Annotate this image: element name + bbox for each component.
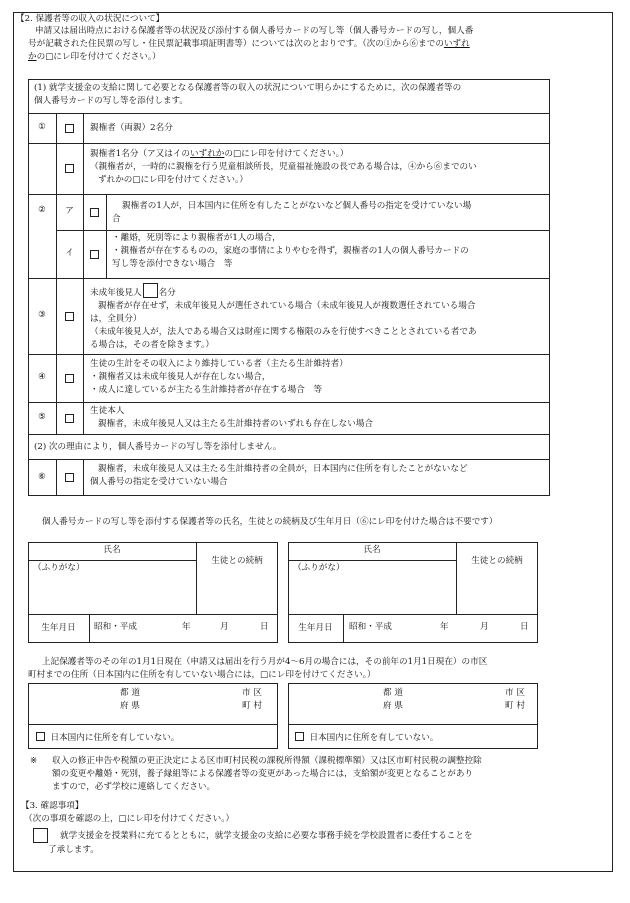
row-3-number: ③ [38,310,46,321]
address-left-checkbox[interactable] [36,732,45,741]
guardian-right-era[interactable]: 昭和・平成 [349,622,392,632]
row-3-line3: は，全員分） [90,314,142,324]
address-left-no-address[interactable]: 日本国内に住所を有していない。 [36,732,179,744]
row-i-line2: ・親権者が存在するものの，家庭の事情によりやむを得ず，親権者の1人の個人番号カードの [112,246,469,256]
address-left-machimura: 町 村 [242,701,262,711]
row-4-line1: 生徒の生計をその収入により維持している者（主たる生計維持者） [90,359,348,369]
row-5-line1: 生徒本人 [90,406,125,416]
row-5-checkbox[interactable] [56,402,83,434]
row-1-text: 親権者（両親）2名分 [90,123,173,133]
guardians-intro: 個人番号カードの写し等を添付する保護者等の氏名，生徒との続柄及び生年月日（⑥にレ印を付けた場合は不要です） [42,517,498,527]
subsection-1-line2: 個人番号カードの写し等を添付します。 [34,96,189,106]
address-intro-line2: 町村までの住所（日本国内に住所を有していない場合には，□にレ印を付けてください。） [28,670,376,680]
row-i-label: イ [65,248,74,259]
row-i-line1: ・離婚，死別等により親権者が1人の場合， [112,233,281,243]
row-3-line2: 親権者が存在せず，未成年後見人が選任されている場合（未成年後見人が複数選任されている場合 [98,301,476,311]
row-6-line2: 個人番号の指定を受けていない場合 [90,477,228,487]
guardian-left-furigana: （ふりがな） [33,563,85,573]
row-a-label: ア [65,206,74,217]
row-a-checkbox[interactable] [83,194,106,230]
section-3-title: 【3. 確認事項】 [21,801,84,811]
address-right-no-address[interactable]: 日本国内に住所を有していない。 [295,732,438,744]
confirm-checkbox[interactable] [33,828,48,843]
address-right-shiku: 市 区 [505,688,525,698]
row-4-checkbox[interactable] [56,354,83,402]
guardian-right-furigana: （ふりがな） [293,563,345,573]
row-4-line2: ・親権者又は未成年後見人が存在しない場合， [90,372,271,382]
row-a-text-2: 合 [112,214,121,224]
row-3-line4: （未成年後見人が，法人である場合又は財産に関する権限のみを行使すべきこととされている者であ [90,327,477,337]
guardian-left-era[interactable]: 昭和・平成 [94,622,137,632]
row-3-line5: る場合は，その者を除きます。） [90,340,214,350]
row-2-checkbox[interactable] [56,143,83,194]
row-5-line2: 親権者，未成年後見人又は主たる生計維持者のいずれも存在しない場合 [98,419,374,429]
guardian-left-name-input[interactable] [32,578,192,611]
row-3-line1: 未成年後見人 名分 [90,283,176,299]
section-2-intro-line2: 号が記載された住民票の写し・住民票記載事項証明書等）については次のとおりです。（次の①から⑥までのいずれ [28,39,470,49]
row-1-number: ① [38,122,46,133]
guardian-left-month: 月 [220,622,229,632]
section-3-line1: 就学支援金を授業料に充てるとともに，就学支援金の支給に必要な事務手続を学校設置者に委任することを [60,831,473,841]
guardian-count-box[interactable] [143,283,158,298]
row-5-number: ⑤ [38,412,46,423]
note-line1: 収入の修正申告や税額の更正決定による区市町村民税の課税所得額（課税標準額）又は区市町村民税の調整控除 [52,756,482,766]
note-mark: ※ [30,756,38,766]
guardian-right-year: 年 [440,622,449,632]
row-1-checkbox[interactable] [56,113,83,143]
address-left-shiku: 市 区 [242,688,262,698]
row-3-checkbox[interactable] [56,278,83,354]
guardian-left-relation-label: 生徒との続柄 [211,556,263,567]
subsection-2-text: (2) 次の理由により，個人番号カードの写し等を添付しません。 [34,442,282,452]
guardian-right-name-label: 氏名 [363,545,381,556]
section-3-sub: （次の事項を確認の上，□にレ印を付けてください。） [24,814,235,824]
row-6-number: ⑥ [38,471,46,482]
subsection-1-line1: (1) 就学支援金の支給に関して必要となる保護者等の収入の状況について明らかにするために，次の保護者等の [34,83,462,93]
address-intro-line1: 上記保護者等のその年の1月1日現在（申請又は届出を行う月が4～6月の場合には，その前年の1月1日現在）の市区 [42,657,488,667]
guardian-right-relation-input[interactable] [458,584,536,612]
guardian-left-relation-input[interactable] [198,584,276,612]
section-2-intro-line1: 申請又は届出時点における保護者等の状況及び添付する個人番号カードの写し等（個人番号カードの写し，個人番 [35,26,474,36]
row-2-number: ② [38,204,46,215]
guardian-right-day: 日 [520,622,529,632]
address-right-checkbox[interactable] [295,732,304,741]
row-2-line3: ずれかの□にレ印を付けてください。） [98,175,248,185]
guardian-right-relation-label: 生徒との続柄 [471,556,523,567]
row-2-line1: 親権者1名分（ア又はイのいずれかの□にレ印を付けてください。） [90,149,349,159]
guardian-left-year: 年 [182,622,191,632]
row-2-line2: （親権者が，一時的に親権を行う児童相談所長，児童福祉施設の長である場合は，④から⑥までのい [90,162,477,172]
section-3-line2: 了承します。 [48,845,99,855]
guardian-left-birth-label: 生年月日 [41,622,76,633]
row-i-line3: 写し等を添付できない場合 等 [112,259,233,269]
address-right-fuken: 府 県 [383,701,403,711]
address-left-todo: 都 道 [120,688,140,698]
note-line3: ますので，必ず学校に連絡してください。 [52,782,216,792]
address-left-fuken: 府 県 [120,701,140,711]
row-6-checkbox[interactable] [56,459,83,496]
row-4-line3: ・成人に達しているが主たる生計維持者が存在する場合 等 [90,385,323,395]
note-line2: 額の変更や離婚・死別，養子縁組等による保護者等の変更があった場合には，支給額が変更となることがあり [52,769,474,779]
row-i-checkbox[interactable] [83,230,106,278]
address-right-todo: 都 道 [383,688,403,698]
row-4-number: ④ [38,372,46,383]
guardian-right-birth-label: 生年月日 [298,622,333,633]
row-a-text: 親権者の1人が，日本国内に住所を有したことがないなど個人番号の指定を受けていない場 [122,201,472,211]
guardian-left-day: 日 [260,622,269,632]
guardian-right-name-input[interactable] [292,578,452,611]
row-6-line1: 親権者，未成年後見人又は主たる生計維持者の全員が，日本国内に住所を有したことがないなど [98,464,468,474]
section-2-title: 【2. 保護者等の収入の状況について】 [16,14,165,24]
guardian-right-month: 月 [480,622,489,632]
address-right-machimura: 町 村 [505,701,525,711]
section-2-intro-line3: かの□にレ印を付けてください。） [28,52,161,62]
guardian-left-name-label: 氏名 [103,545,121,556]
